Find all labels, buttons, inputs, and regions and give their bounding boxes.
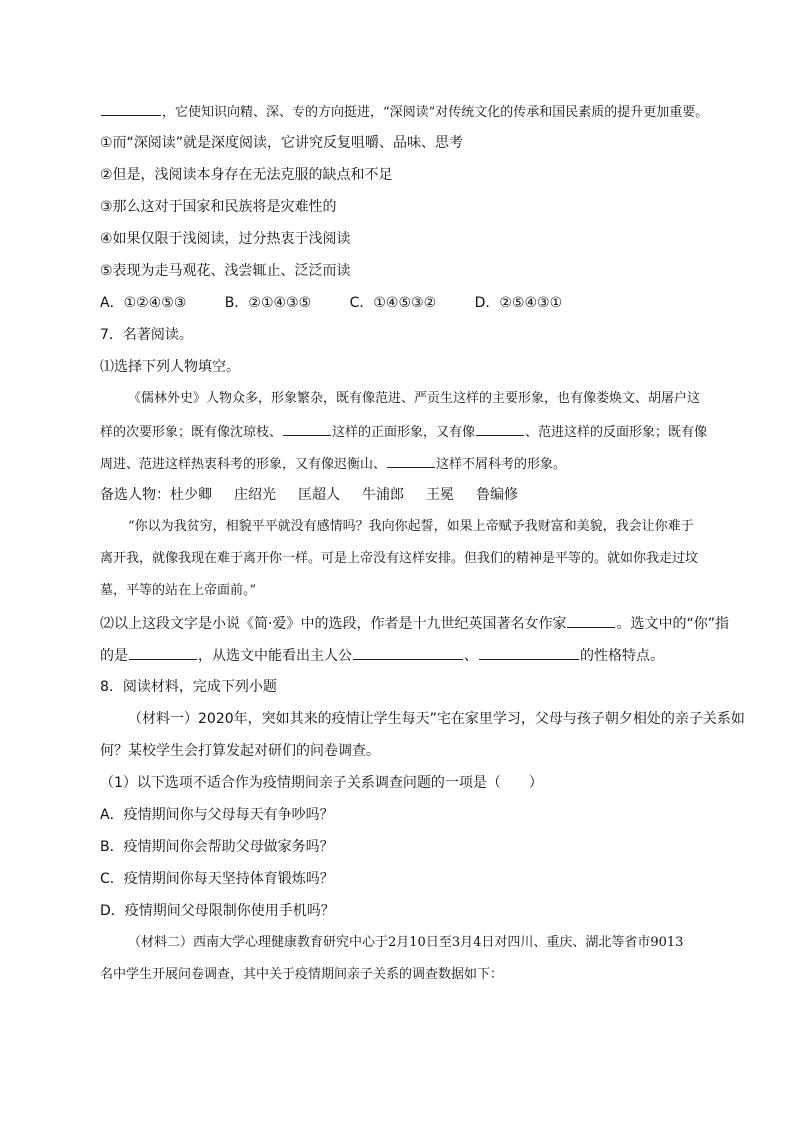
answer-blank[interactable] (353, 645, 463, 660)
q7-part2-line1 (100, 613, 729, 634)
q8-option-c[interactable]: C．疫情期间你每天坚持体育锻炼吗？ (100, 871, 334, 887)
candidate-item: 鲁编修 (476, 487, 518, 503)
q7-part1-line2-c: 、范进这样的反面形象；既有像 (525, 425, 708, 440)
answer-blank[interactable] (387, 453, 435, 468)
answer-blank[interactable] (567, 613, 615, 628)
q8-material1-line2: 何？某校学生会打算发起对研们的问卷调查。 (100, 743, 380, 759)
q7-part1-line2-b: 这样的正面形象，又有像 (332, 425, 476, 440)
q8-title: 8．阅读材料，完成下列小题 (100, 679, 277, 695)
q7-part2-line2-b: ，从选文中能看出主人公 (198, 648, 352, 664)
q7-quote-line1: “你以为我贫穷，相貌平平就没有感情吗？我向你起誓，如果上帝赋予我财富和美貌，我会让你难于 (128, 519, 694, 534)
q6-option-d[interactable]: D．②⑤④③① (474, 295, 563, 311)
answer-blank[interactable] (101, 101, 161, 116)
q6-option-c[interactable]: C．①④⑤③② (349, 295, 437, 311)
candidate-item: 牛浦郎 (362, 487, 404, 503)
q7-part1-line1: 《儒林外史》人物众多，形象繁杂，既有像范进、严贡生这样的主要形象，也有像娄焕文、胡屠户这 (128, 391, 701, 406)
q7-part2-line1-a: ⑵以上这段文字是小说《简·爱》中的选段，作者是十九世纪英国著名女作家 (100, 616, 567, 632)
q6-sentence-5: ⑤表现为走马观花、浅尝辄止、泛泛而读 (100, 263, 351, 279)
q7-quote-line3: 墓，平等的站在上帝面前。” (100, 583, 257, 598)
q6-sentence-2: ②但是，浅阅读本身存在无法克服的缺点和不足 (100, 167, 393, 183)
q7-part1-line2-a: 样的次要形象；既有像沈琼枝、 (100, 425, 283, 440)
q7-part2-line2 (100, 645, 664, 666)
q7-part2-line2-d: 的性格特点。 (580, 648, 664, 664)
answer-blank[interactable] (479, 645, 579, 660)
candidate-item: 匡超人 (298, 487, 340, 503)
q7-title: 7．名著阅读。 (100, 327, 193, 343)
q8-material2-line1: （材料二）西南大学心理健康教育研究中心于2月10日至3月4日对四川、重庆、湖北等省市9013 (128, 935, 684, 950)
q7-part1-line2 (100, 421, 707, 443)
answer-blank[interactable] (129, 645, 197, 660)
q6-lead-text: ，它使知识向精、深、专的方向挺进，“深阅读”对传统文化的传承和国民素质的提升更加重要。 (162, 105, 709, 120)
q6-sentence-3: ③那么这对于国家和民族将是灾难性的 (100, 199, 337, 215)
q7-part2-line2-a: 的是 (100, 648, 128, 664)
q6-option-b[interactable]: B．②①④③⑤ (224, 295, 312, 311)
q8-option-d[interactable]: D．疫情期间父母限制你使用手机吗？ (100, 903, 335, 919)
q6-sentence-1: ①而“深阅读”就是深度阅读，它讲究反复咀嚼、品味、思考 (100, 135, 464, 151)
q7-part1-line3 (100, 453, 566, 475)
q7-part1-line3-a: 周进、范进这样热衷科考的形象，又有像迟衡山、 (100, 457, 387, 472)
answer-blank[interactable] (476, 421, 524, 436)
candidates-label: 备选人物： (100, 487, 170, 503)
q7-part2-line1-b: 。选文中的“你”指 (616, 616, 729, 632)
q8-option-b[interactable]: B．疫情期间你会帮助父母做家务吗？ (100, 839, 334, 855)
q7-candidates (100, 485, 540, 505)
q6-option-a[interactable]: A．①②④⑤③ (100, 295, 187, 311)
answer-blank[interactable] (283, 421, 331, 436)
q7-quote-line2: 离开我，就像我现在难于离开你一样。可是上帝没有这样安排。但我们的精神是平等的。就如你我走过坟 (100, 551, 699, 566)
candidate-item: 杜少卿 (170, 487, 212, 503)
q6-lead-line (100, 101, 708, 123)
q7-part2-line2-c: 、 (464, 648, 478, 664)
q6-sentence-4: ④如果仅限于浅阅读，过分热衷于浅阅读 (100, 231, 351, 247)
q7-part1-line3-b: 这样不屑科考的形象。 (436, 457, 567, 472)
q7-part1-label: ⑴选择下列人物填空。 (100, 359, 240, 375)
q8-sub1: （1）以下选项不适合作为疫情期间亲子关系调查问题的一项是（ ） (100, 775, 543, 791)
q8-material2-line2: 名中学生开展问卷调查，其中关于疫情期间亲子关系的调查数据如下： (100, 967, 504, 982)
q8-option-a[interactable]: A．疫情期间你与父母每天有争吵吗？ (100, 807, 334, 823)
q6-options (100, 293, 596, 313)
candidate-item: 王冕 (426, 487, 454, 503)
candidate-item: 庄绍光 (234, 487, 276, 503)
q8-material1-line1: （材料一）2020年，突如其来的疫情让学生每天”宅在家里学习，父母与孩子朝夕相处的亲子关系如 (128, 711, 745, 727)
